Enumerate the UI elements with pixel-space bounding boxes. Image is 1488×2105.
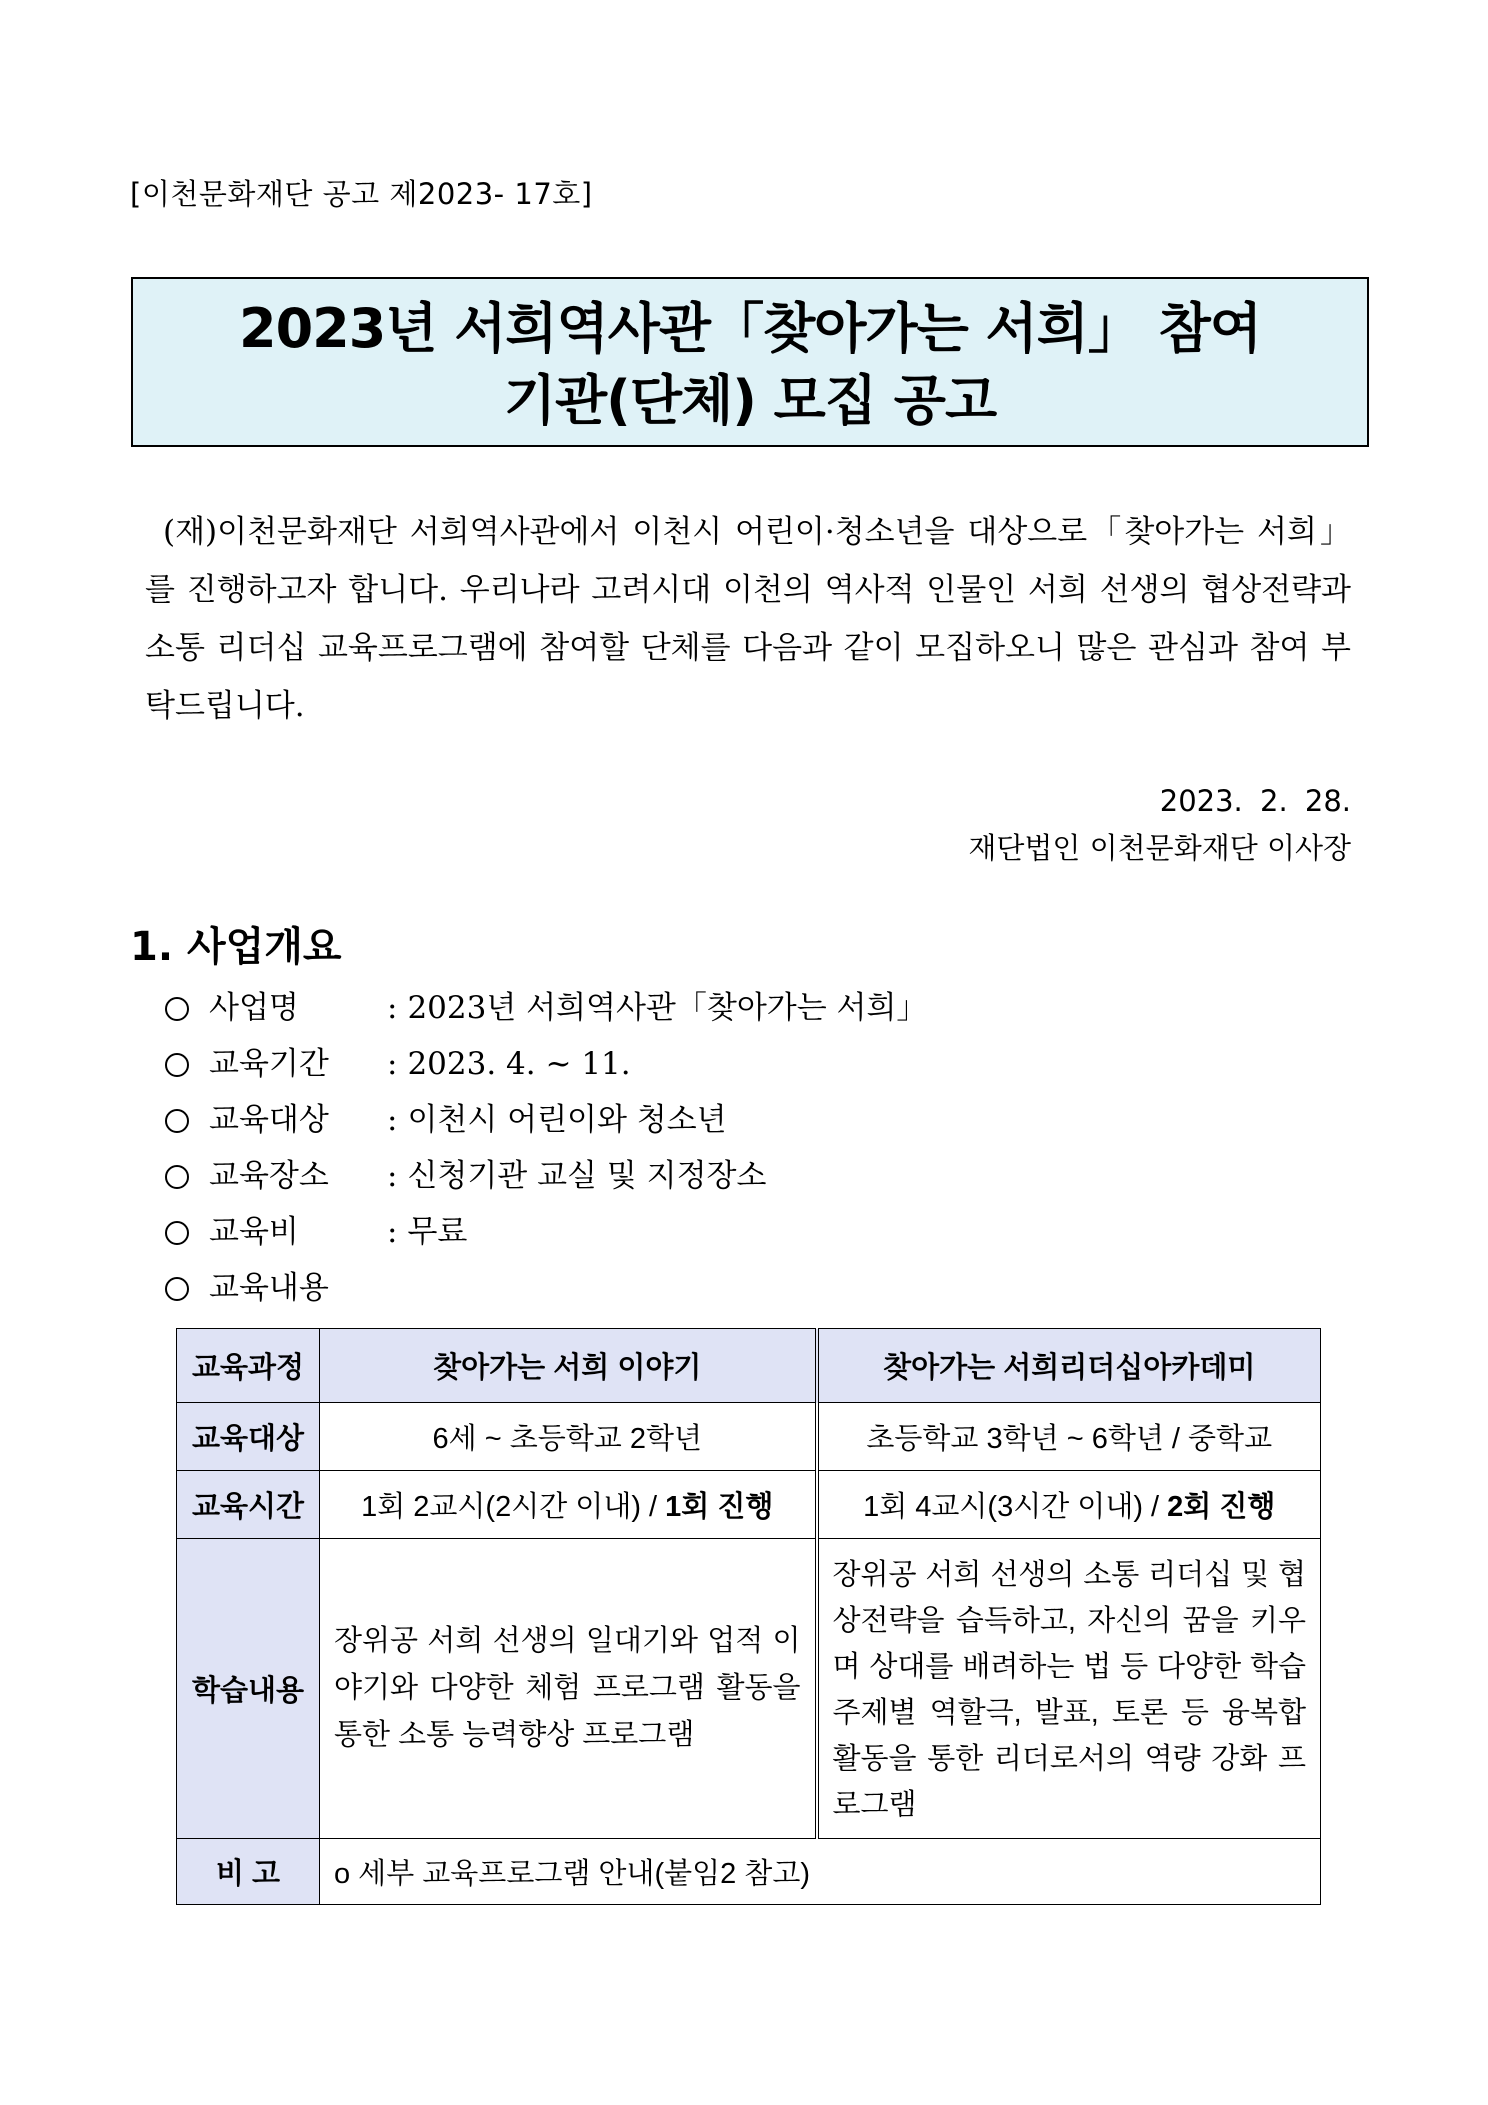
item-separator: : — [387, 1102, 398, 1138]
circle-bullet-icon — [165, 997, 189, 1021]
time-text: 1회 4교시(3시간 이내) / — [863, 1491, 1160, 1523]
table-cell — [320, 1471, 817, 1539]
item-separator: : — [387, 1214, 398, 1250]
column-header: 찾아가는 서희리더십아카데미 — [817, 1329, 1321, 1403]
item-value: 2023. 4. ~ 11. — [407, 1046, 631, 1082]
list-item — [165, 1204, 927, 1260]
table-row — [177, 1839, 1321, 1905]
circle-bullet-icon — [165, 1053, 189, 1077]
table-row — [177, 1471, 1321, 1539]
list-item — [165, 1260, 927, 1316]
overview-list — [165, 980, 927, 1316]
circle-bullet-icon — [165, 1109, 189, 1133]
item-separator: : — [387, 990, 398, 1026]
title-line-1: 2023년 서희역사관「찾아가는 서희」 참여 — [239, 297, 1261, 360]
section-title: 1. 사업개요 — [130, 924, 342, 970]
table-row — [177, 1403, 1321, 1471]
table-cell — [817, 1471, 1321, 1539]
table-row — [177, 1329, 1321, 1403]
item-value: 2023년 서희역사관「찾아가는 서희」 — [407, 990, 928, 1026]
row-header: 교육시간 — [177, 1471, 320, 1539]
item-separator: : — [387, 1158, 398, 1194]
title-line-2: 기관(단체) 모집 공고 — [503, 369, 997, 432]
column-header: 찾아가는 서희 이야기 — [320, 1329, 817, 1403]
list-item — [165, 980, 927, 1036]
list-item — [165, 1036, 927, 1092]
item-value: 무료 — [407, 1214, 468, 1250]
title-box — [131, 277, 1369, 447]
circle-bullet-icon — [165, 1221, 189, 1245]
list-item — [165, 1092, 927, 1148]
item-label: 교육기간 — [209, 1046, 329, 1082]
item-label: 교육장소 — [209, 1158, 329, 1194]
list-item — [165, 1148, 927, 1204]
issuer: 재단법인 이천문화재단 이사장 — [968, 831, 1351, 865]
table-cell: 6세 ~ 초등학교 2학년 — [320, 1403, 817, 1471]
table-cell: 장위공 서희 선생의 소통 리더십 및 협상전략을 습득하고, 자신의 꿈을 키우며 상대를 배려하는 법 등 다양한 학습 주제별 역할극, 발표, 토론 등 융복합 활동을 통한 리더로서의 역량 강화 프로그램 — [817, 1539, 1321, 1839]
item-separator: : — [387, 1046, 398, 1082]
table-cell: o 세부 교육프로그램 안내(붙임2 참고) — [320, 1839, 1321, 1905]
item-value: 신청기관 교실 및 지정장소 — [407, 1158, 767, 1194]
item-label: 교육대상 — [209, 1102, 329, 1138]
notice-number: [이천문화재단 공고 제2023- 17호] — [130, 177, 593, 211]
row-header: 학습내용 — [177, 1539, 320, 1839]
session-count: 1회 진행 — [665, 1491, 774, 1523]
notice-date: 2023. 2. 28. — [1159, 784, 1351, 818]
circle-bullet-icon — [165, 1277, 189, 1301]
item-value: 이천시 어린이와 청소년 — [407, 1102, 727, 1138]
item-label: 교육내용 — [209, 1270, 329, 1306]
row-header: 교육대상 — [177, 1403, 320, 1471]
row-header: 비 고 — [177, 1839, 320, 1905]
intro-paragraph: (재)이천문화재단 서희역사관에서 이천시 어린이·청소년을 대상으로「찾아가는 서희」를 진행하고자 합니다. 우리나라 고려시대 이천의 역사적 인물인 서희 선생의 협상전략과 소통 리더십 교육프로그램에 참여할 단체를 다음과 같이 모집하오니 많은 관심과 참여 부탁드립니다. — [145, 514, 1351, 724]
item-label: 교육비 — [209, 1214, 299, 1250]
table-cell: 초등학교 3학년 ~ 6학년 / 중학교 — [817, 1403, 1321, 1471]
item-label: 사업명 — [209, 990, 299, 1026]
session-count: 2회 진행 — [1167, 1491, 1276, 1523]
education-table — [176, 1328, 1321, 1905]
time-text: 1회 2교시(2시간 이내) / — [361, 1491, 658, 1523]
table-cell: 장위공 서희 선생의 일대기와 업적 이야기와 다양한 체험 프로그램 활동을 통한 소통 능력향상 프로그램 — [320, 1539, 817, 1839]
row-header: 교육과정 — [177, 1329, 320, 1403]
circle-bullet-icon — [165, 1165, 189, 1189]
table-row — [177, 1539, 1321, 1839]
